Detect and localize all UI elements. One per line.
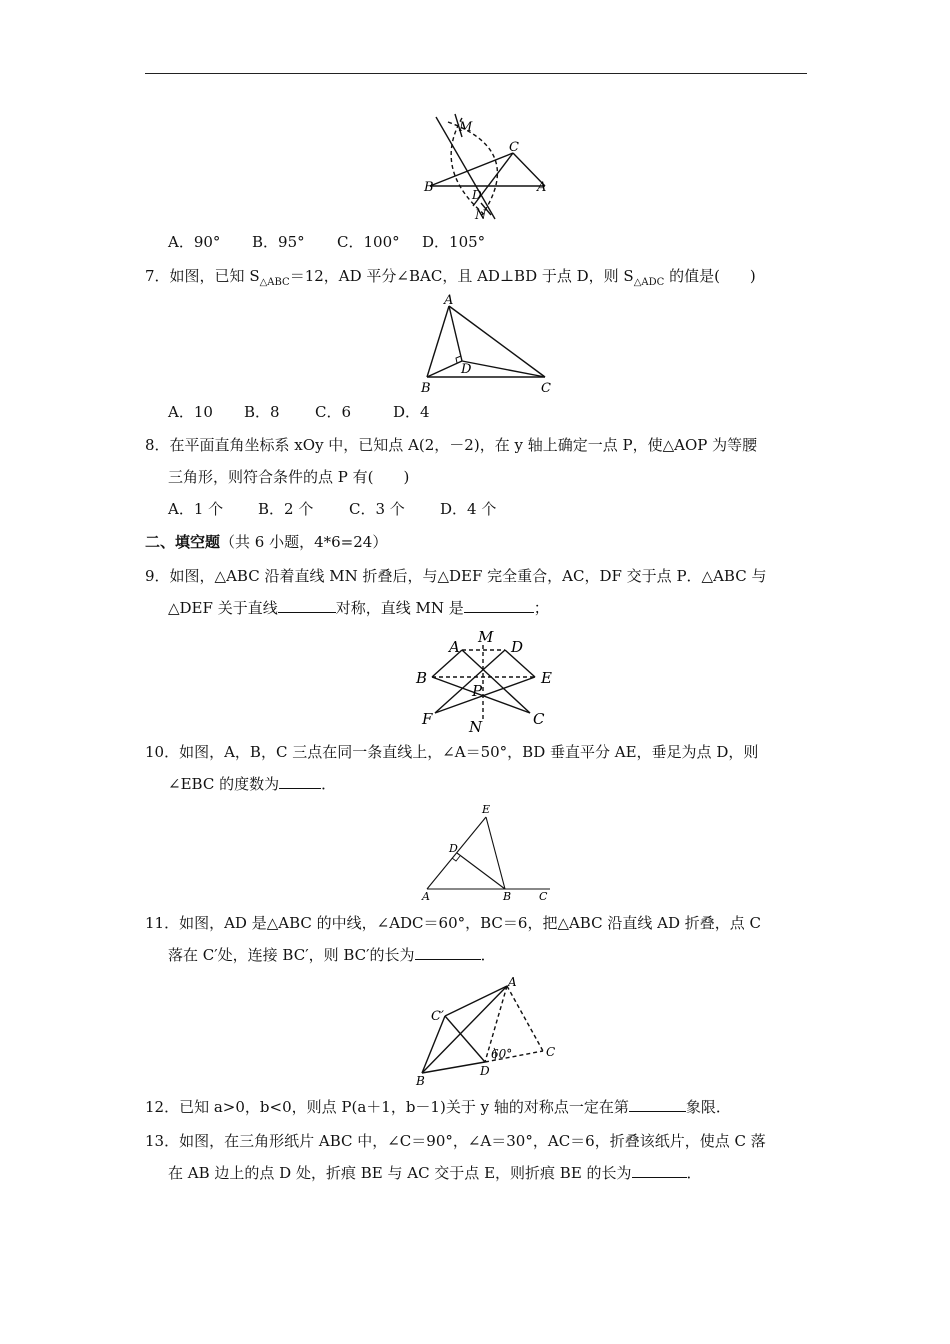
q10-label-B: B	[503, 890, 512, 903]
q13-blank	[632, 1163, 687, 1178]
q13-line1: 13．如图，在三角形纸片 ABC 中，∠C＝90°，∠A＝30°，AC＝6，折叠该纸片，使点 C 落	[145, 1132, 766, 1150]
q9-label-B: B	[416, 669, 428, 687]
q13-line2	[168, 1163, 702, 1183]
q11-label-D: D	[480, 1064, 490, 1078]
q12-text-a: 12．已知 a>0，b<0，则点 P(a＋1，b－1)关于 y 轴的对称点一定在第	[145, 1098, 629, 1116]
q8-option-d: D．4 个	[440, 500, 497, 518]
q13-text-a: 在 AB 边上的点 D 处，折痕 BE 与 AC 交于点 E，则折痕 BE 的长为	[168, 1164, 632, 1182]
q9-text-c: ；	[533, 599, 549, 617]
q11-text-a: 落在 C′处，连接 BC′，则 BC′的长为	[168, 946, 415, 964]
q10-line2	[168, 774, 336, 794]
q10-line1: 10．如图，A，B，C 三点在同一条直线上，∠A＝50°，BD 垂直平分 AE，垂足为点 D，则	[145, 743, 759, 761]
section-title: 二、填空题	[145, 533, 221, 551]
q6-label-A: A	[537, 180, 547, 195]
q11-text-b: ．	[480, 946, 496, 964]
q6-option-b: B．95°	[252, 233, 305, 251]
q9-line2	[168, 598, 549, 618]
q11-label-C: C	[546, 1045, 556, 1059]
q7-label-D: D	[461, 362, 472, 377]
q9-blank-1	[278, 598, 336, 613]
q6-option-a: A．90°	[168, 233, 221, 251]
q12-question	[145, 1097, 731, 1117]
q9-label-M: M	[478, 628, 494, 646]
q8-line2: 三角形，则符合条件的点 P 有( )	[168, 468, 410, 486]
q12-text-b: 象限．	[685, 1098, 731, 1116]
q13-text-b: ．	[686, 1164, 702, 1182]
q7-label-A: A	[444, 293, 454, 308]
q7-label-B: B	[421, 381, 431, 396]
q6-option-d: D．105°	[422, 233, 486, 251]
q8-line1: 8．在平面直角坐标系 xOy 中，已知点 A(2，－2)，在 y 轴上确定一点 P，使△AOP 为等腰	[145, 436, 758, 454]
q11-label-A: A	[508, 975, 517, 989]
q7-number: 7．	[145, 267, 170, 285]
q11-line1: 11．如图，AD 是△ABC 的中线，∠ADC＝60°，BC＝6，把△ABC 沿直线 AD 折叠，点 C	[145, 914, 761, 932]
q7-text-b: ＝12，AD 平分∠BAC，且 AD⊥BD 于点 D，则 S	[289, 267, 634, 285]
q7-text-a: 如图，已知 S	[169, 267, 260, 285]
q10-label-A: A	[422, 890, 430, 903]
q8-option-a: A．1 个	[168, 500, 224, 518]
q10-label-E: E	[482, 803, 491, 816]
q7-sub-abc: △ABC	[259, 277, 290, 288]
q9-blank-2	[464, 598, 534, 613]
q6-option-c: C．100°	[337, 233, 400, 251]
q11-label-angle: 60°	[491, 1047, 513, 1061]
section-fill-in-heading	[145, 532, 387, 552]
q9-label-D: D	[511, 638, 524, 656]
q9-label-F: F	[422, 710, 433, 728]
q9-label-A: A	[449, 638, 460, 656]
q6-label-N: N	[475, 208, 487, 223]
q12-blank	[629, 1097, 686, 1112]
q9-text-b: 对称，直线 MN 是	[335, 599, 464, 617]
q10-text-a: ∠EBC 的度数为	[168, 775, 280, 793]
q10-blank	[279, 774, 321, 789]
q7-option-a: A．10	[168, 403, 213, 421]
q10-label-C: C	[539, 890, 548, 903]
q7-option-b: B．8	[244, 403, 280, 421]
q6-label-C: C	[509, 140, 519, 155]
q9-label-C: C	[533, 710, 545, 728]
q9-label-P: P	[472, 682, 483, 700]
q10-label-D: D	[449, 842, 458, 855]
q7-option-d: D．4	[393, 403, 430, 421]
q6-label-M: M	[459, 120, 473, 135]
q11-label-C-prime: C′	[431, 1009, 444, 1024]
q6-label-D: D	[472, 188, 482, 202]
q7-label-C: C	[541, 381, 551, 396]
q6-label-B: B	[424, 180, 434, 195]
q7-text-c: 的值是( )	[664, 267, 756, 285]
q11-line2	[168, 945, 496, 965]
q9-line1: 9．如图，△ABC 沿着直线 MN 折叠后，与△DEF 完全重合，AC，DF 交于点 P．△ABC 与	[145, 567, 767, 585]
header-rule	[145, 73, 807, 74]
q9-label-N: N	[469, 718, 483, 736]
q8-option-c: C．3 个	[349, 500, 405, 518]
section-note: （共 6 小题，4*6=24）	[220, 533, 388, 551]
q7-sub-adc: △ADC	[633, 277, 665, 288]
q7-question	[145, 266, 756, 293]
q10-text-b: ．	[321, 775, 337, 793]
q7-option-c: C．6	[315, 403, 352, 421]
q8-option-b: B．2 个	[258, 500, 314, 518]
q11-label-B: B	[416, 1074, 425, 1088]
q11-blank	[415, 945, 481, 960]
q9-label-E: E	[541, 669, 552, 687]
q9-text-a: △DEF 关于直线	[168, 599, 278, 617]
